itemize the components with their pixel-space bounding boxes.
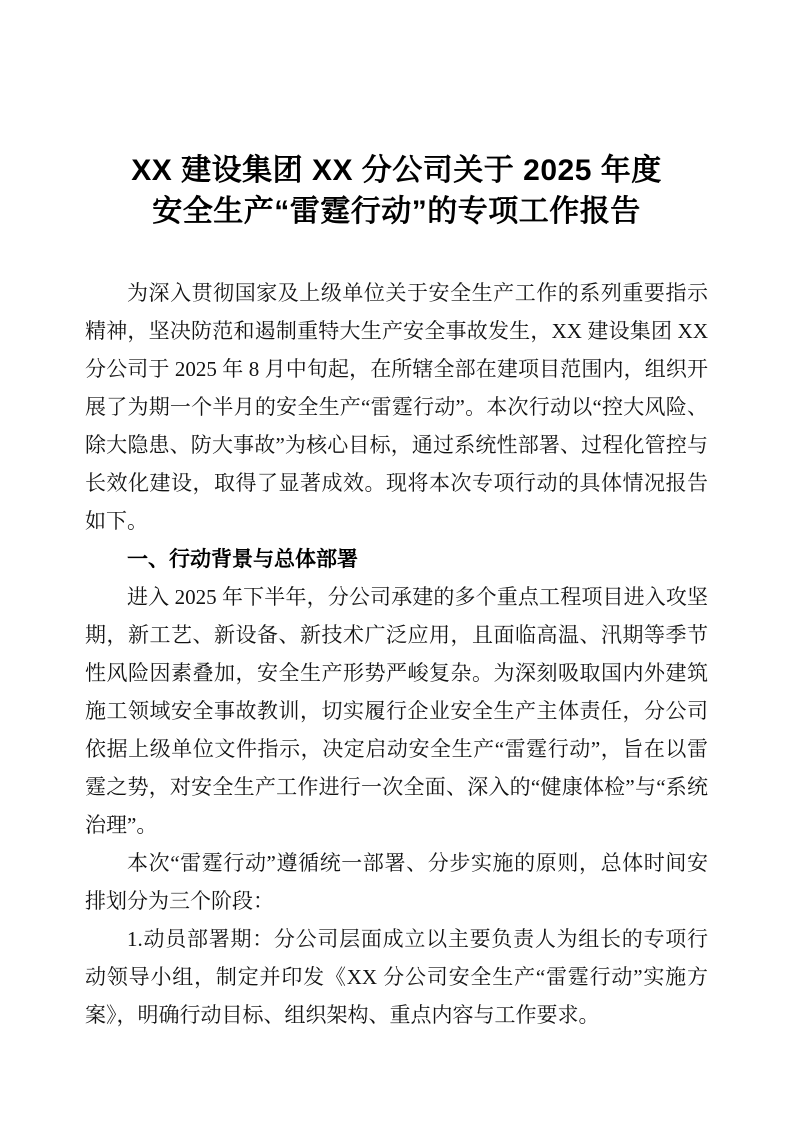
paragraph-intro: 为深入贯彻国家及上级单位关于安全生产工作的系列重要指示精神，坚决防范和遏制重特大生产安全事故发生，XX 建设集团 XX 分公司于 2025 年 8 月中旬起，在所辖全部在建项目范围内，组织开展了为期一个半月的安全生产“雷霆行动”。本次行动以“控大风险、除大隐患、防大事故”为核心目标，通过系统性部署、过程化管控与长效化建设，取得了显著成效。现将本次专项行动的具体情况报告如下。 xyxy=(85,281,708,533)
paragraph-phases-intro: 本次“雷霆行动”遵循统一部署、分步实施的原则，总体时间安排划分为三个阶段： xyxy=(85,851,708,913)
paragraph-background: 进入 2025 年下半年，分公司承建的多个重点工程项目进入攻坚期，新工艺、新设备、新技术广泛应用，且面临高温、汛期等季节性风险因素叠加，安全生产形势严峻复杂。为深刻吸取国内外建筑施工领域安全事故教训，切实履行企业安全生产主体责任，分公司依据上级单位文件指示，决定启动安全生产“雷霆行动”，旨在以雷霆之势，对安全生产工作进行一次全面、深入的“健康体检”与“系统治理”。 xyxy=(85,585,708,837)
document-title xyxy=(85,150,708,232)
document-title-line-1: XX 建设集团 XX 分公司关于 2025 年度 xyxy=(131,154,662,187)
paragraph-phase-1: 1.动员部署期：分公司层面成立以主要负责人为组长的专项行动领导小组，制定并印发《XX 分公司安全生产“雷霆行动”实施方案》，明确行动目标、组织架构、重点内容与工作要求。 xyxy=(85,927,708,1027)
document-title-line-2: 安全生产“雷霆行动”的专项工作报告 xyxy=(152,195,641,228)
document-body xyxy=(85,274,708,1034)
section-heading-1: 一、行动背景与总体部署 xyxy=(127,547,358,571)
